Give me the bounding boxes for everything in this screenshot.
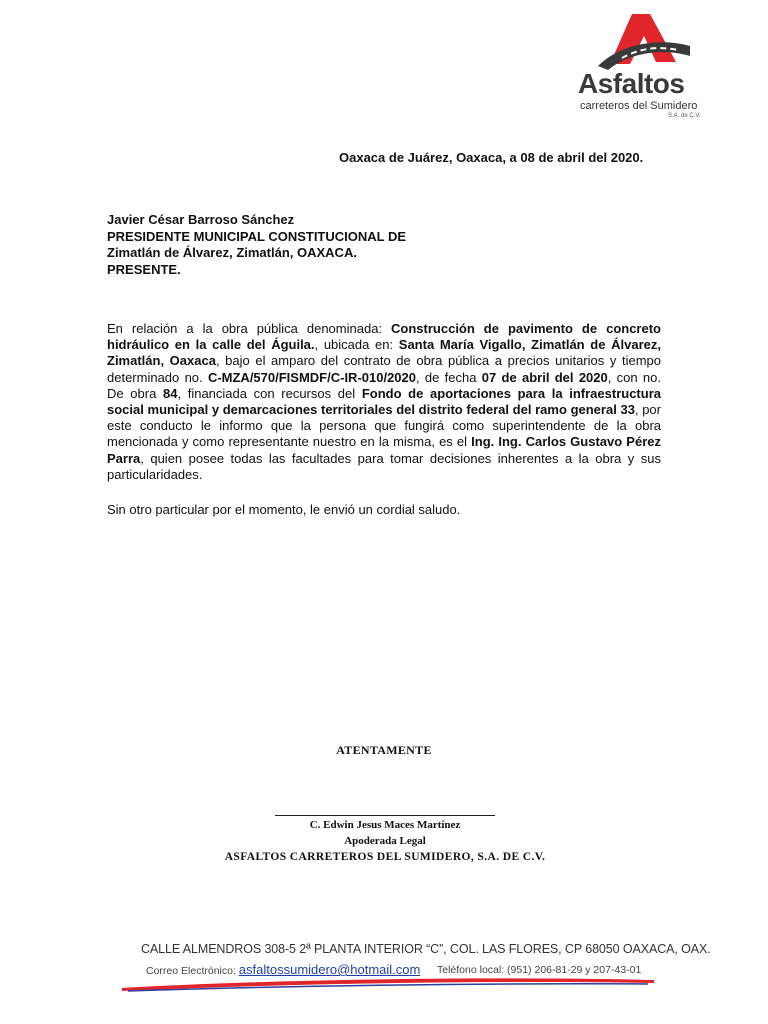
body-text: , financiada con recursos del xyxy=(177,385,362,401)
addressee-name: Javier César Barroso Sánchez xyxy=(107,212,295,227)
email-label: Correo Electrónico: xyxy=(146,965,239,977)
body-text: , de fecha xyxy=(416,369,482,385)
contract-number: C-MZA/570/FISMDF/C-IR-010/2020 xyxy=(207,369,416,385)
work-number: 84 xyxy=(162,385,178,401)
body-text: , bajo el amparo del contrato de obra pública a precios unitarios y tiempo determinado no. xyxy=(107,353,661,385)
signatory-name: C. Edwin Jesus Maces Martínez xyxy=(309,819,461,831)
signature-line xyxy=(275,815,495,816)
body-text: , ubicada en: xyxy=(314,337,399,353)
footer-phone: Teléfono local: (951) 206-81-29 y 207-43-01 xyxy=(437,964,642,976)
footer-swoosh-icon xyxy=(118,972,658,994)
logo-wordmark: Asfaltos xyxy=(578,68,685,99)
logo-suffix: S.A. de C.V. xyxy=(668,113,701,119)
addressee-location: Zimatlán de Álvarez, Zimatlán, OAXACA. xyxy=(107,245,357,260)
signature-block xyxy=(168,817,602,865)
body-text: En relación a la obra pública denominada: xyxy=(107,321,392,336)
body-text: , quien posee todas las facultades para tomar decisiones inherentes a la obra y sus particularidades. xyxy=(107,450,661,482)
signatory-company: ASFALTOS CARRETEROS DEL SUMIDERO, S.A. DE C.V. xyxy=(224,851,546,863)
project-location: Santa María Vigallo, Zimatlán de Álvarez, Zimatlán, Oaxaca xyxy=(107,337,661,369)
letter-body xyxy=(107,321,661,483)
body-text: , con no. De obra xyxy=(107,369,661,401)
contract-date: 07 de abril del 2020 xyxy=(481,369,608,385)
date-line: Oaxaca de Juárez, Oaxaca, a 08 de abril del 2020. xyxy=(339,150,644,165)
signatory-role: Apoderada Legal xyxy=(344,835,426,847)
body-text: , por este conducto le informo que la persona que fungirá como superintendente de la obra mencionada y como representante nuestro en la misma, es el xyxy=(107,402,661,450)
addressee-block xyxy=(107,212,406,278)
addressee-title: PRESIDENTE MUNICIPAL CONSTITUCIONAL DE xyxy=(107,228,407,244)
atentamente-heading: ATENTAMENTE xyxy=(336,743,432,757)
addressee-salutation: PRESENTE. xyxy=(107,261,181,277)
project-name: Construcción de pavimento de concreto hidráulico en la calle del Águila. xyxy=(107,321,661,353)
asphalt-road-logo-icon xyxy=(592,12,692,74)
funding-source: Fondo de aportaciones para la infraestructura social municipal y demarcaciones territoriales del distrito federal del ramo general 33 xyxy=(107,385,661,418)
superintendent-name: Ing. Ing. Carlos Gustavo Pérez Parra xyxy=(107,434,661,466)
logo-subtitle: carreteros del Sumidero xyxy=(580,100,698,112)
closing-line: Sin otro particular por el momento, le envió un cordial saludo. xyxy=(107,502,461,517)
email-link[interactable]: asfaltossumidero@hotmail.com xyxy=(238,962,421,977)
footer-address: CALLE ALMENDROS 308-5 2ª PLANTA INTERIOR “C”, COL. LAS FLORES, CP 68050 OAXACA, OAX. xyxy=(141,942,711,956)
company-logo xyxy=(572,12,712,118)
